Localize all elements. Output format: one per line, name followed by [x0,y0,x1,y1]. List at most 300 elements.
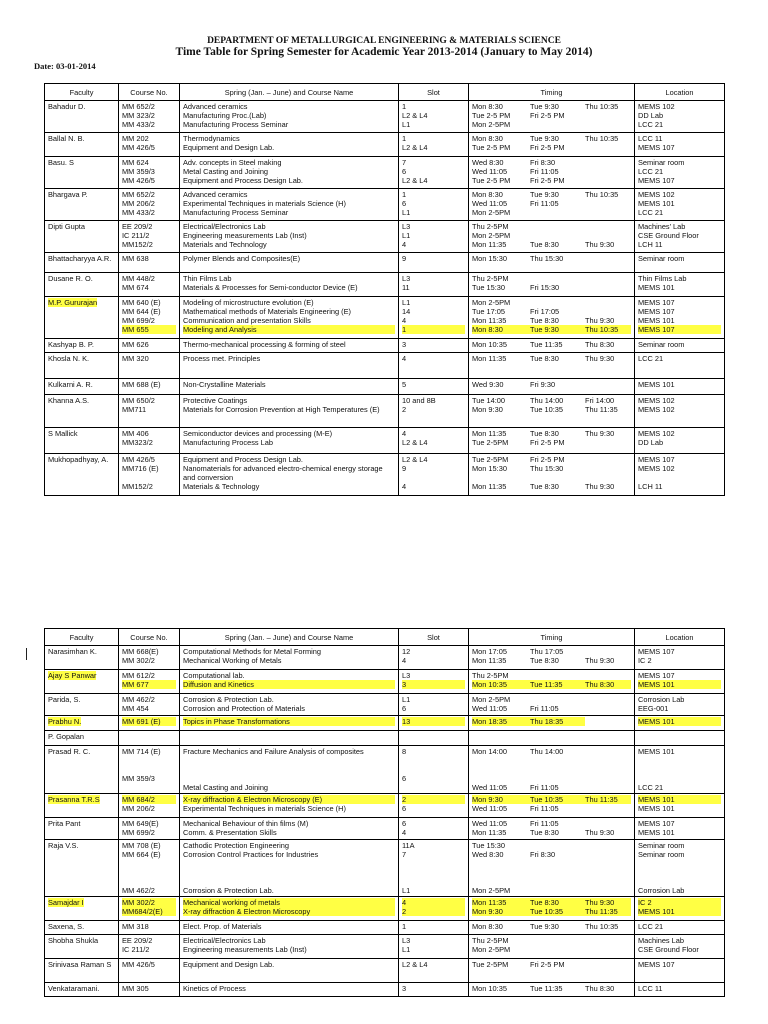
timing-value: Fri 2-5 PM [530,438,565,447]
location: LCC 11 [638,984,663,993]
table-row [45,959,725,983]
course-no-cell [119,454,180,496]
course-name: Topics in Phase Transformations [183,717,395,726]
course-name: Advanced ceramics [183,102,248,111]
course-no: IC 211/2 [122,945,150,954]
timing-value: Mon 11:35 [472,354,507,363]
location: EEG-001 [638,704,669,713]
timing-value: Tue 2-5PM [472,438,509,447]
timing-value: Tue 10:35 [530,795,585,804]
location-cell [635,840,725,897]
timing-value: Tue 2-5PM [472,960,509,969]
col-header-timing: Timing [469,84,635,101]
table-row [45,395,725,428]
table-row [45,935,725,959]
timing-line [472,984,631,993]
course-no-cell [119,670,180,694]
faculty-cell [45,133,119,157]
course-name: Semiconductor devices and processing (M-E) [183,429,333,438]
timing-line [472,325,631,334]
course-no: MM 640 (E) [122,298,161,307]
location: MEMS 107 [638,325,721,334]
course-no-cell [119,353,180,379]
table-row [45,353,725,379]
location-cell [635,133,725,157]
timing-value: Mon 8:30 [472,134,503,143]
course-no: IC 211/2 [122,231,150,240]
course-no: MM 302/2 [122,898,176,907]
location: MEMS 107 [638,307,675,316]
course-name [183,877,395,886]
location-cell [635,716,725,731]
timing-line [472,680,631,689]
course-name-cell [180,694,399,716]
location: MEMS 102 [638,405,675,414]
slot-cell [399,157,469,189]
timing-line [472,704,631,713]
slot: L2 & L4 [402,438,428,447]
timing-value: Thu 10:35 [585,102,619,111]
timing-cell [469,716,635,731]
table-row [45,253,725,273]
timing-cell [469,959,635,983]
timing-value: Wed 11:05 [472,783,508,792]
timing-value: Thu 10:35 [585,325,631,334]
course-name: Corrosion & Protection Lab. [183,695,274,704]
timing-value: Mon 2-5PM [472,886,511,895]
location: MEMS 107 [638,298,675,307]
col-header-timing: Timing [469,629,635,646]
timing-value: Thu 15:30 [530,254,564,263]
timing-value: Tue 9:30 [530,190,559,199]
slot-cell [399,339,469,353]
col-header-course-no: Course No. [119,84,180,101]
slot-cell [399,353,469,379]
timing-value: Mon 14:00 [472,747,507,756]
col-header-course-name: Spring (Jan. – June) and Course Name [180,84,399,101]
course-name-cell [180,670,399,694]
table-row [45,221,725,253]
location: LCC 21 [638,922,664,931]
timing-cell [469,840,635,897]
course-no-cell [119,273,180,297]
timing-value: Thu 9:30 [585,429,615,438]
timing-line [472,747,631,756]
timing-value: Mon 11:35 [472,316,507,325]
timing-value: Thu 10:35 [585,134,619,143]
course-name: Thermodynamics [183,134,240,143]
timing-cell [469,428,635,454]
course-no: MM 674 [122,283,149,292]
course-no: MM684/2(E) [122,907,176,916]
location: MEMS 102 [638,190,675,199]
table-row [45,101,725,133]
course-no-cell [119,253,180,273]
course-no: MM323/2 [122,438,153,447]
slot: 4 [402,898,465,907]
slot: 3 [402,680,465,689]
slot: 14 [402,307,411,316]
slot-cell [399,379,469,395]
location-cell [635,670,725,694]
course-name-cell [180,157,399,189]
faculty-cell [45,339,119,353]
location: DD Lab [638,438,664,447]
timing-value: Mon 2-5PM [472,695,511,704]
course-name: Manufacturing Process Seminar [183,120,289,129]
slot: 9 [402,254,407,263]
location: MEMS 101 [638,283,675,292]
timing-value: Fri 17:05 [530,307,560,316]
location-cell [635,157,725,189]
slot: 8 [402,747,407,756]
timing-value: Fri 9:30 [530,380,556,389]
faculty-cell [45,646,119,670]
slot-cell [399,428,469,454]
course-name-cell [180,395,399,428]
faculty-cell [45,189,119,221]
faculty-name: Ajay S Panwar [48,671,97,680]
timing-line [472,307,631,316]
timing-value: Fri 11:05 [530,783,559,792]
table-row [45,273,725,297]
course-name-cell [180,454,399,496]
course-name-cell [180,379,399,395]
timing-line [472,774,631,783]
faculty-cell [45,731,119,746]
location: Seminar room [638,841,685,850]
timing-value: Tue 8:30 [530,482,559,491]
timing-value: Tue 8:30 [530,429,559,438]
faculty-name: Samajdar I [48,898,84,907]
course-no: MM 206/2 [122,199,155,208]
faculty-cell [45,794,119,818]
faculty-name: Prasad R. C. [48,747,91,756]
faculty-name: Kulkarni A. R. [48,380,93,389]
slot: L3 [402,936,411,945]
course-name: Electrical/Electronics Lab [183,936,266,945]
course-name-cell [180,746,399,794]
timing-value: Tue 8:30 [530,354,559,363]
col-header-course-no: Course No. [119,629,180,646]
table-row [45,297,725,339]
location: MEMS 101 [638,680,721,689]
slot: 1 [402,190,407,199]
course-name: Protective Coatings [183,396,248,405]
location-cell [635,189,725,221]
timing-line [472,907,631,916]
col-header-slot: Slot [399,629,469,646]
slot: 2 [402,907,465,916]
course-no: MM 612/2 [122,671,155,680]
course-name: Thin Films Lab [183,274,232,283]
faculty-cell [45,746,119,794]
timing-value: Fri 11:05 [530,167,559,176]
timing-line [472,231,631,240]
faculty-name: M.P. Gururajan [48,298,98,307]
timing-value: Tue 9:30 [530,325,585,334]
location: MEMS 101 [638,380,675,389]
timing-line [472,482,631,491]
course-no-cell [119,297,180,339]
slot: 1 [402,134,407,143]
timing-value: Tue 9:30 [530,102,559,111]
faculty-name: Bhattacharyya A.R. [48,254,112,263]
timing-line [472,783,631,792]
course-name-cell [180,189,399,221]
slot-cell [399,897,469,921]
location: MEMS 107 [638,819,675,828]
timing-cell [469,746,635,794]
slot-cell [399,716,469,731]
course-no: MM 433/2 [122,120,155,129]
slot-cell [399,395,469,428]
table-row [45,189,725,221]
course-name: Cathodic Protection Engineering [183,841,289,850]
slot: 6 [402,804,407,813]
timing-line [472,464,631,473]
timing-cell [469,273,635,297]
timing-value: Thu 9:30 [585,316,615,325]
timing-line [472,455,631,464]
timing-cell [469,297,635,339]
location: MEMS 102 [638,464,675,473]
location: LCC 21 [638,354,664,363]
course-name-cell [180,297,399,339]
course-no-cell [119,694,180,716]
timing-line [472,316,631,325]
course-no-cell [119,157,180,189]
location: LCH 11 [638,482,663,491]
timing-value: Thu 9:30 [585,240,615,249]
timing-cell [469,253,635,273]
faculty-cell [45,840,119,897]
table-row [45,694,725,716]
slot: 4 [402,240,407,249]
timing-line [472,199,631,208]
faculty-name: S Mallick [48,429,78,438]
table-row [45,921,725,935]
slot: 13 [402,717,465,726]
slot: L2 & L4 [402,176,428,185]
location: DD Lab [638,111,664,120]
timing-value: Mon 8:30 [472,325,530,334]
timing-line [472,143,631,152]
timing-cell [469,133,635,157]
location-cell [635,694,725,716]
slot-cell [399,297,469,339]
timing-value: Thu 10:35 [585,190,619,199]
timing-value: Tue 9:30 [530,922,559,931]
course-name-cell [180,897,399,921]
timing-value: Fri 11:05 [530,804,559,813]
timing-cell [469,454,635,496]
timing-line [472,298,631,307]
slot: L1 [402,120,411,129]
course-no: MM 652/2 [122,190,155,199]
slot: 4 [402,429,407,438]
slot: 11 [402,283,410,292]
col-header-location: Location [635,84,725,101]
col-header-faculty: Faculty [45,84,119,101]
location-cell [635,273,725,297]
timing-value: Mon 11:35 [472,828,507,837]
location: MEMS 107 [638,176,675,185]
table-row [45,157,725,189]
course-name-cell [180,794,399,818]
course-no: MM 359/3 [122,167,155,176]
slot: 1 [402,102,407,111]
timing-value: Fri 15:30 [530,283,560,292]
timing-value: Wed 11:05 [472,819,508,828]
course-name-cell [180,353,399,379]
timing-line [472,804,631,813]
course-name: Process met. Principles [183,354,261,363]
timing-value: Tue 8:30 [530,898,585,907]
location-cell [635,921,725,935]
course-no-cell [119,221,180,253]
timing-line [472,877,631,886]
timing-value: Mon 2-5PM [472,231,511,240]
timing-value: Thu 8:30 [585,340,615,349]
faculty-cell [45,670,119,694]
course-no: MM 318 [122,922,149,931]
timing-line [472,886,631,895]
faculty-name: Ballal N. B. [48,134,85,143]
course-name: Computational Methods for Metal Forming [183,647,322,656]
location-cell [635,959,725,983]
faculty-cell [45,273,119,297]
slot: 1 [402,922,407,931]
course-name: Metal Casting and Joining [183,167,269,176]
course-no: MM 359/3 [122,774,155,783]
location: Thin Films Lab [638,274,687,283]
course-name: Corrosion & Protection Lab. [183,886,274,895]
slot-cell [399,253,469,273]
slot-cell [399,935,469,959]
timing-value: Mon 10:35 [472,680,530,689]
timing-line [472,936,631,945]
location: LCC 21 [638,120,664,129]
slot-cell [399,273,469,297]
slot: 2 [402,405,407,414]
faculty-name: Basu. S [48,158,74,167]
location: LCC 21 [638,167,664,176]
course-no-cell [119,646,180,670]
course-name: Manufacturing Process Seminar [183,208,289,217]
timing-line [472,828,631,837]
course-no-cell [119,395,180,428]
location: LCC 21 [638,208,664,217]
location-cell [635,818,725,840]
faculty-cell [45,428,119,454]
timing-line [472,671,631,680]
timing-line [472,647,631,656]
course-name-cell [180,253,399,273]
slot: 5 [402,380,407,389]
timing-value: Tue 8:30 [530,828,559,837]
course-no-cell [119,716,180,731]
faculty-cell [45,253,119,273]
location: MEMS 107 [638,671,675,680]
timing-value: Thu 2-5PM [472,222,509,231]
timing-value: Mon 2-5PM [472,298,511,307]
timing-value: Mon 10:35 [472,340,507,349]
course-name: Nanomaterials for advanced electro-chemical energy storage and conversion [183,464,383,482]
slot-cell [399,101,469,133]
faculty-name: P. Gopalan [48,732,85,741]
location-cell [635,935,725,959]
course-name: Mathematical methods of Materials Engineering (E) [183,307,352,316]
course-no: MM152/2 [122,240,153,249]
course-name: Experimental Techniques in materials Science (H) [183,804,346,813]
course-name-cell [180,731,399,746]
location: MEMS 101 [638,804,675,813]
faculty-cell [45,454,119,496]
faculty-cell [45,959,119,983]
location: MEMS 101 [638,907,721,916]
course-name: Elect. Prop. of Materials [183,922,262,931]
course-name [183,774,395,783]
timing-line [472,656,631,665]
timing-line [472,717,631,726]
course-name: Kinetics of Process [183,984,246,993]
course-no: MM 433/2 [122,208,155,217]
faculty-cell [45,157,119,189]
course-name: X-ray diffraction & Electron Microscopy (E) [183,795,395,804]
course-name: Adv. concepts in Steel making [183,158,282,167]
timing-cell [469,353,635,379]
location: CSE Ground Floor [638,231,699,240]
timing-value: Thu 9:30 [585,656,615,665]
course-no-cell [119,339,180,353]
slot: 7 [402,158,407,167]
slot-cell [399,221,469,253]
slot: 1 [402,325,465,334]
location: Seminar room [638,158,685,167]
course-name-cell [180,959,399,983]
course-no: MM 406 [122,429,149,438]
faculty-cell [45,818,119,840]
timing-line [472,850,631,859]
course-name-cell [180,646,399,670]
course-name: Advanced ceramics [183,190,248,199]
course-name-cell [180,921,399,935]
course-name: Corrosion and Protection of Materials [183,704,306,713]
course-no: MM 426/5 [122,960,155,969]
location-cell [635,379,725,395]
course-name: Materials for Corrosion Prevention at High Temperatures (E) [183,405,380,414]
timing-cell [469,221,635,253]
location: CSE Ground Floor [638,945,699,954]
course-no: MM 714 (E) [122,747,161,756]
faculty-name: Khanna A.S. [48,396,90,405]
course-no: MM 691 (E) [122,717,176,726]
slot-cell [399,670,469,694]
slot: 11A [402,841,415,850]
course-no: MM 699/2 [122,316,155,325]
slot: 4 [402,354,407,363]
slot: L2 & L4 [402,960,428,969]
slot: 4 [402,316,407,325]
slot: L1 [402,886,411,895]
timing-value: Thu 8:30 [585,680,631,689]
course-no-cell [119,921,180,935]
course-no: MM 448/2 [122,274,155,283]
course-name: Electrical/Electronics Lab [183,222,266,231]
timing-value: Mon 9:30 [472,907,530,916]
slot-cell [399,818,469,840]
